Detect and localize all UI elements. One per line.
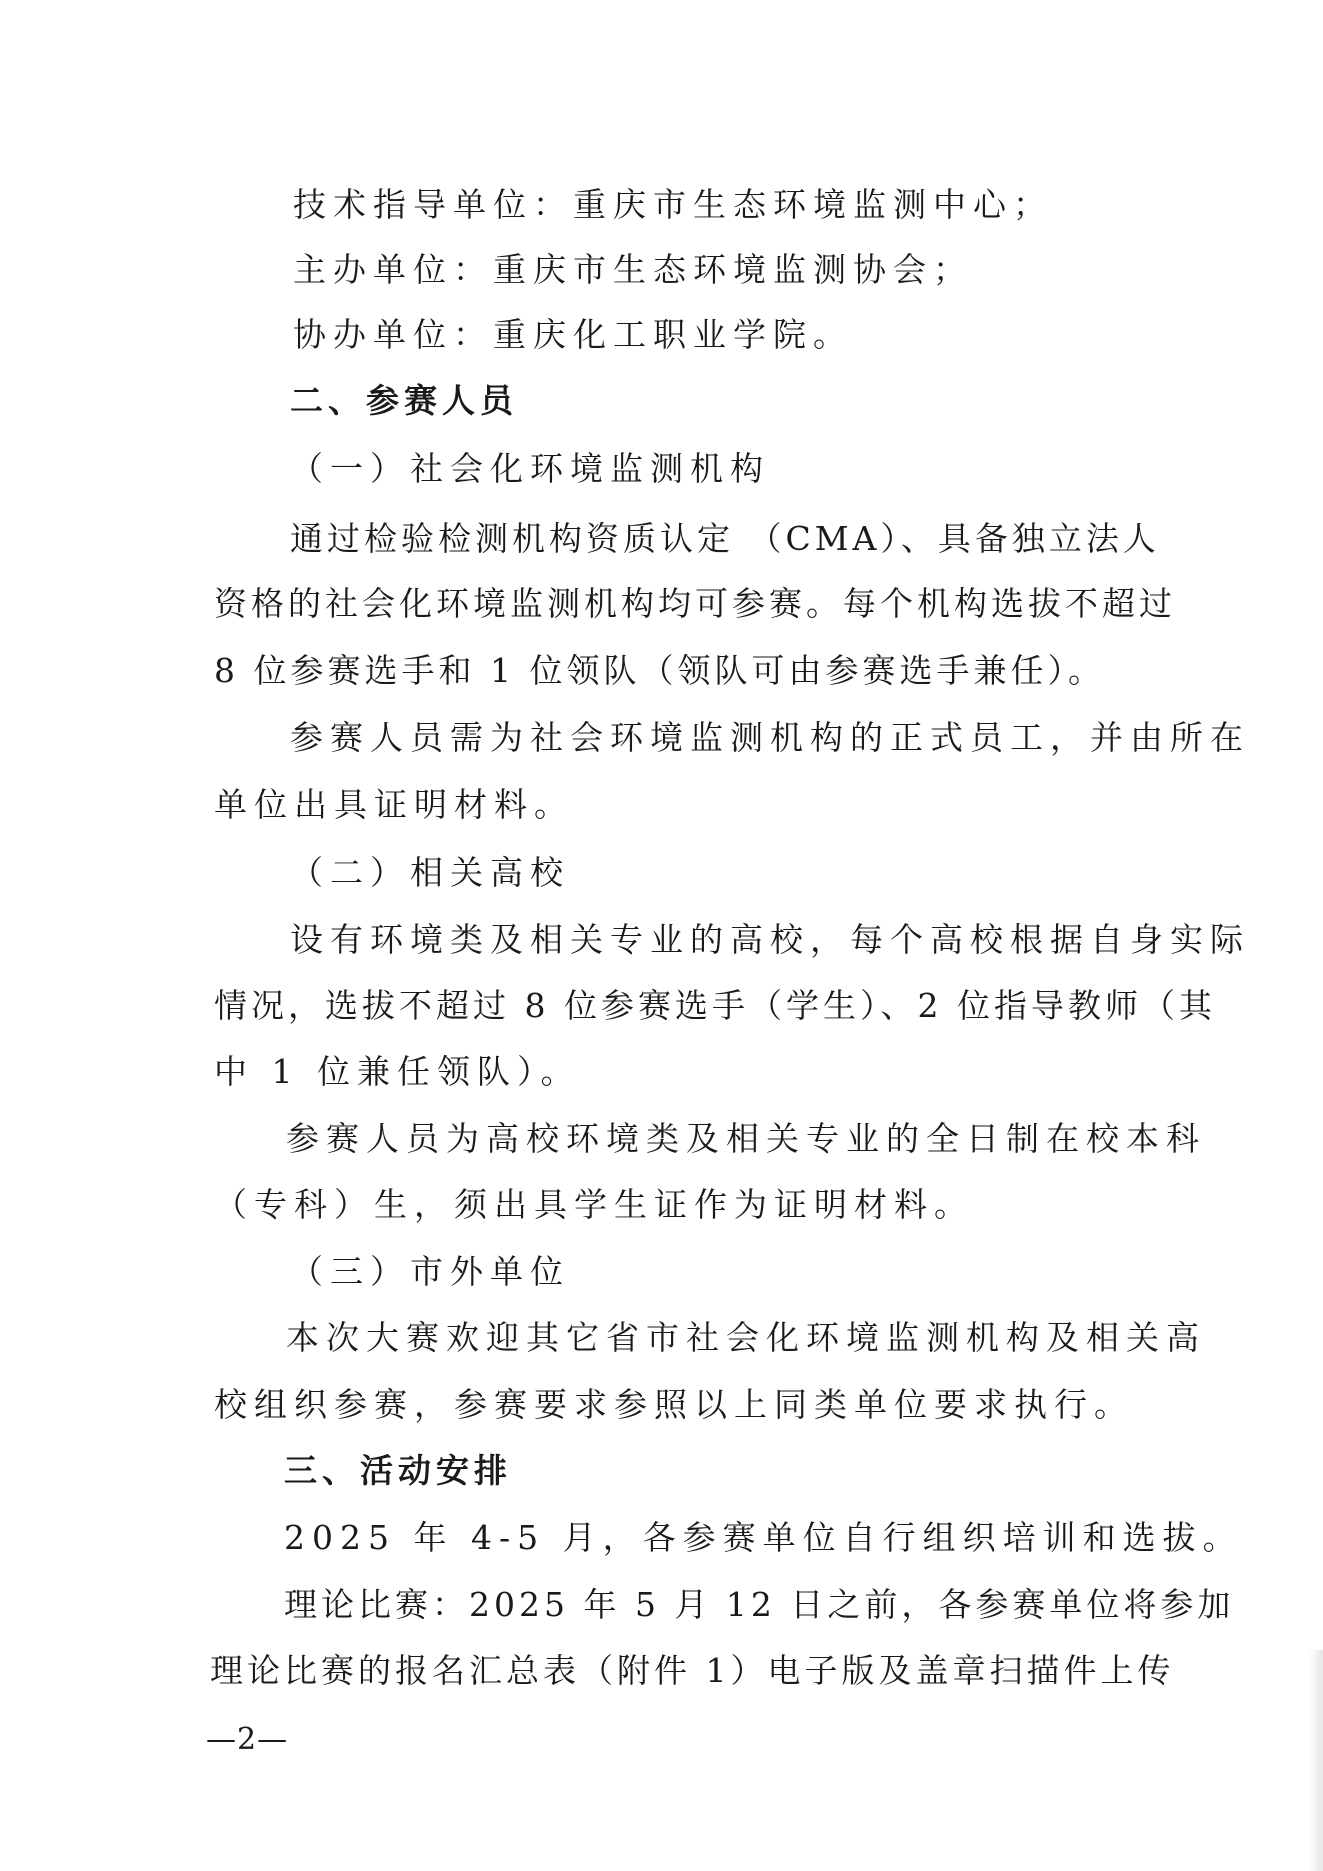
subheading-social-monitoring-agencies: （一）社会化环境监测机构 bbox=[290, 449, 770, 488]
section-heading-participants: 二、参赛人员 bbox=[290, 381, 518, 420]
subheading-universities: （二）相关高校 bbox=[290, 853, 570, 892]
organizer-host: 主办单位：重庆市生态环境监测协会； bbox=[293, 250, 973, 289]
paragraph-line: 通过检验检测机构资质认定 （CMA）、具备独立法人 bbox=[290, 519, 1160, 558]
paragraph-line: 校组织参赛，参赛要求参照以上同类单位要求执行。 bbox=[214, 1385, 1134, 1424]
paragraph-line: 本次大赛欢迎其它省市社会化环境监测机构及相关高 bbox=[286, 1318, 1206, 1357]
paragraph-line: 8 位参赛选手和 1 位领队（领队可由参赛选手兼任）。 bbox=[214, 651, 1105, 690]
subheading-out-of-city-units: （三）市外单位 bbox=[290, 1252, 570, 1291]
section-heading-activity-schedule: 三、活动安排 bbox=[284, 1451, 512, 1490]
organizer-co-host: 协办单位：重庆化工职业学院。 bbox=[293, 315, 853, 354]
paragraph-line: 中 1 位兼任领队）。 bbox=[214, 1052, 581, 1091]
paragraph-line: 参赛人员为高校环境类及相关专业的全日制在校本科 bbox=[286, 1119, 1206, 1158]
paragraph-line: 情况，选拔不超过 8 位参赛选手（学生）、2 位指导教师（其 bbox=[214, 986, 1216, 1025]
paragraph-line: 2025 年 4-5 月，各参赛单位自行组织培训和选拔。 bbox=[284, 1518, 1243, 1557]
paragraph-line: 单位出具证明材料。 bbox=[214, 785, 574, 824]
paragraph-line: 设有环境类及相关专业的高校，每个高校根据自身实际 bbox=[290, 920, 1250, 959]
paragraph-line: 理论比赛的报名汇总表（附件 1）电子版及盖章扫描件上传 bbox=[210, 1651, 1175, 1690]
page-number: —2— bbox=[206, 1722, 289, 1757]
paragraph-line: 理论比赛：2025 年 5 月 12 日之前，各参赛单位将参加 bbox=[284, 1585, 1235, 1624]
organizer-technical-guidance: 技术指导单位：重庆市生态环境监测中心； bbox=[293, 185, 1053, 224]
paragraph-line: 参赛人员需为社会环境监测机构的正式员工，并由所在 bbox=[290, 718, 1250, 757]
paragraph-line: （专科）生，须出具学生证作为证明材料。 bbox=[214, 1185, 974, 1224]
scan-edge-shadow bbox=[1309, 1650, 1323, 1871]
paragraph-line: 资格的社会化环境监测机构均可参赛。每个机构选拔不超过 bbox=[214, 584, 1176, 623]
